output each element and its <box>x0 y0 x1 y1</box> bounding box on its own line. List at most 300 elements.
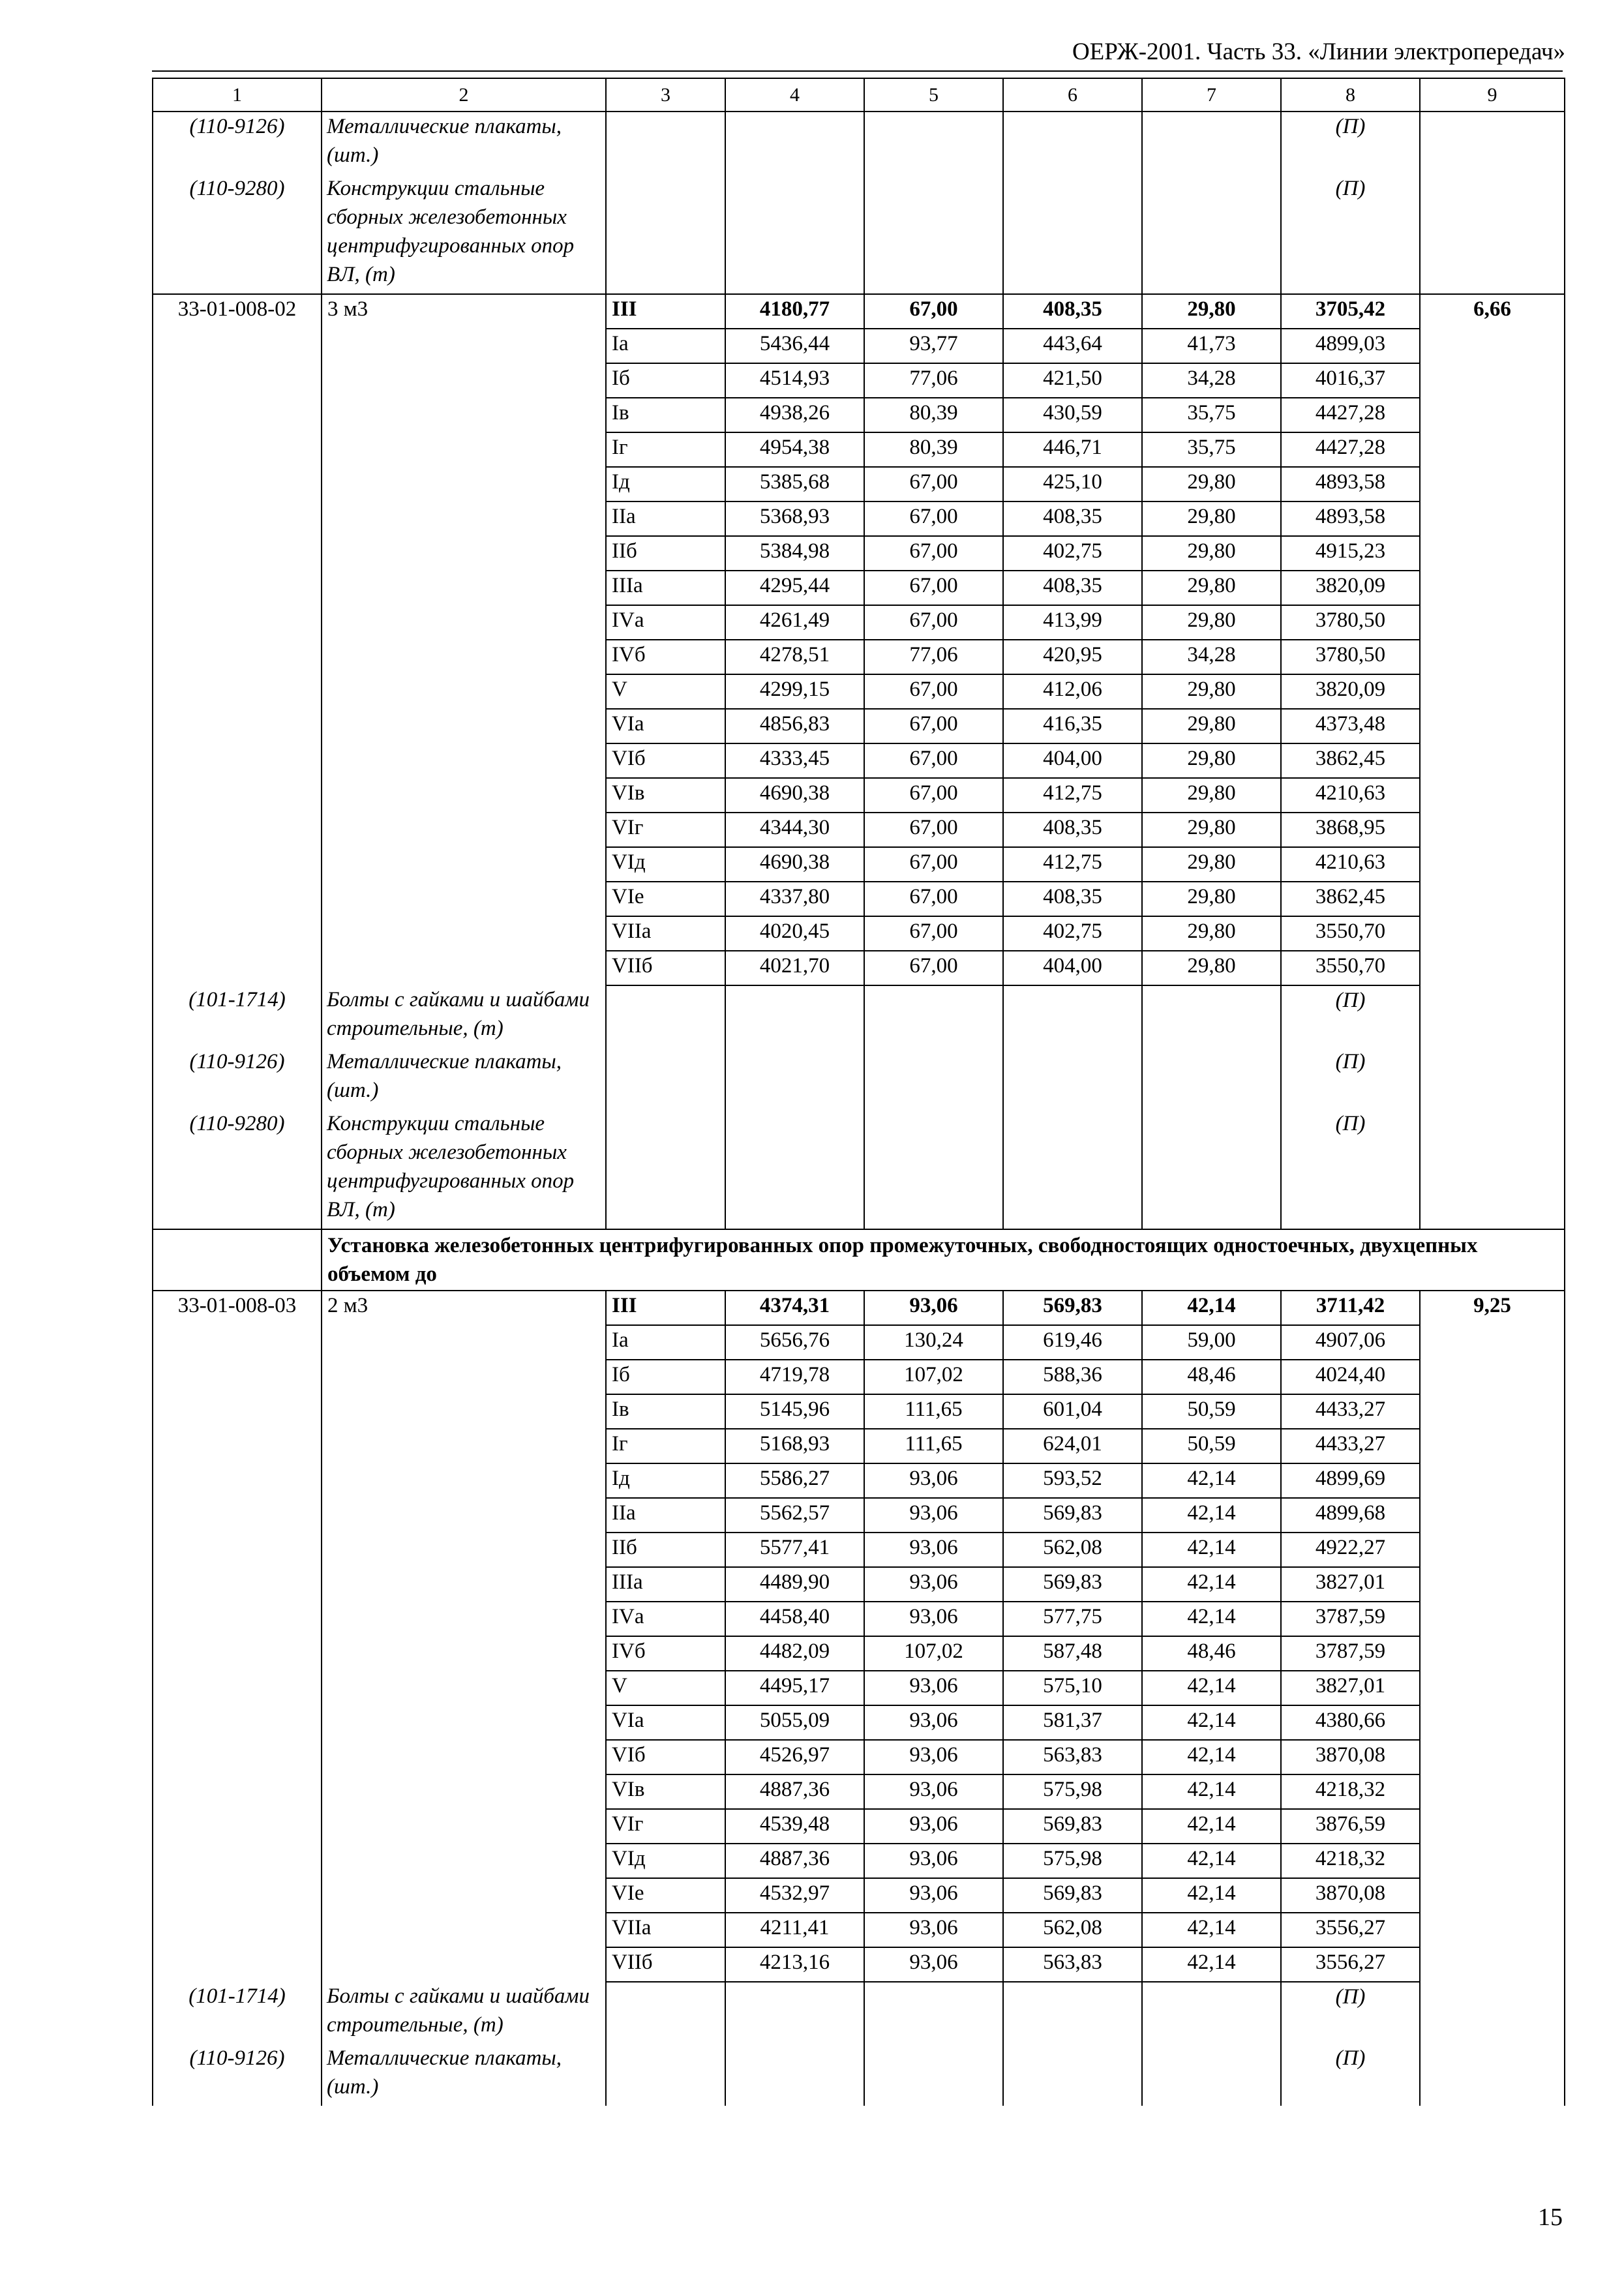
rate-code <box>153 536 322 571</box>
rate-code <box>153 951 322 985</box>
resource-code: (110-9126) <box>153 1047 322 1109</box>
zone-cell: Iа <box>606 329 725 363</box>
zone-cell: Iа <box>606 1325 725 1360</box>
column-number: 9 <box>1420 78 1565 112</box>
rate-volume <box>322 916 606 951</box>
rate-row <box>153 467 1565 501</box>
wages-cell: 93,06 <box>864 1671 1003 1705</box>
empty-cell <box>1420 1047 1565 1109</box>
labor-cell <box>1420 916 1565 951</box>
resource-item-row <box>153 1047 1565 1109</box>
machinist-wages-cell: 42,14 <box>1142 1878 1281 1913</box>
machinist-wages-cell: 29,80 <box>1142 674 1281 709</box>
empty-cell <box>1142 1047 1281 1109</box>
machines-cell: 412,06 <box>1003 674 1142 709</box>
materials-cell: 4907,06 <box>1281 1325 1420 1360</box>
total-cost-cell: 5384,98 <box>725 536 864 571</box>
empty-cell <box>606 1047 725 1109</box>
resource-code: (110-9126) <box>153 112 322 174</box>
empty-cell <box>1142 1982 1281 2044</box>
wages-cell: 77,06 <box>864 363 1003 398</box>
column-number: 7 <box>1142 78 1281 112</box>
empty-cell <box>725 2044 864 2106</box>
materials-cell: 3870,08 <box>1281 1878 1420 1913</box>
rates-table-body <box>153 78 1565 2106</box>
zone-cell: Iг <box>606 432 725 467</box>
machines-cell: 624,01 <box>1003 1429 1142 1463</box>
materials-cell: 3862,45 <box>1281 743 1420 778</box>
header-rule <box>152 70 1563 72</box>
labor-cell <box>1420 1602 1565 1636</box>
zone-cell: IVа <box>606 605 725 640</box>
wages-cell: 80,39 <box>864 398 1003 432</box>
rate-volume <box>322 1463 606 1498</box>
machinist-wages-cell: 29,80 <box>1142 916 1281 951</box>
machinist-wages-cell: 29,80 <box>1142 501 1281 536</box>
empty-cell <box>725 985 864 1047</box>
rate-volume <box>322 640 606 674</box>
total-cost-cell: 4482,09 <box>725 1636 864 1671</box>
resource-item-row <box>153 1982 1565 2044</box>
empty-cell <box>1420 985 1565 1047</box>
total-cost-cell: 4295,44 <box>725 571 864 605</box>
machinist-wages-cell: 29,80 <box>1142 847 1281 882</box>
machinist-wages-cell: 42,14 <box>1142 1291 1281 1325</box>
zone-cell: VIд <box>606 847 725 882</box>
labor-cell <box>1420 1844 1565 1878</box>
rate-row <box>153 1878 1565 1913</box>
total-cost-cell: 4020,45 <box>725 916 864 951</box>
zone-cell: VIб <box>606 1740 725 1774</box>
materials-cell: 4210,63 <box>1281 778 1420 813</box>
rate-volume <box>322 398 606 432</box>
materials-cell: 4373,48 <box>1281 709 1420 743</box>
machinist-wages-cell: 35,75 <box>1142 432 1281 467</box>
total-cost-cell: 5168,93 <box>725 1429 864 1463</box>
wages-cell: 107,02 <box>864 1636 1003 1671</box>
empty-cell <box>864 1047 1003 1109</box>
resource-name: Металлические плакаты, (шт.) <box>322 112 606 174</box>
machines-cell: 569,83 <box>1003 1567 1142 1602</box>
resource-item-row <box>153 2044 1565 2106</box>
rate-volume <box>322 1636 606 1671</box>
zone-cell: VIе <box>606 882 725 916</box>
zone-cell: Iб <box>606 1360 725 1394</box>
machines-cell: 413,99 <box>1003 605 1142 640</box>
zone-cell: III <box>606 1291 725 1325</box>
total-cost-cell: 4344,30 <box>725 813 864 847</box>
rate-code <box>153 1567 322 1602</box>
machinist-wages-cell: 48,46 <box>1142 1636 1281 1671</box>
rate-row <box>153 1705 1565 1740</box>
total-cost-cell: 4887,36 <box>725 1844 864 1878</box>
machinist-wages-cell: 50,59 <box>1142 1429 1281 1463</box>
machinist-wages-cell: 29,80 <box>1142 467 1281 501</box>
wages-cell: 67,00 <box>864 778 1003 813</box>
rate-row <box>153 813 1565 847</box>
section-spacer-cell <box>153 1229 322 1291</box>
total-cost-cell: 4374,31 <box>725 1291 864 1325</box>
rate-row <box>153 1567 1565 1602</box>
labor-cell <box>1420 432 1565 467</box>
rate-volume <box>322 1671 606 1705</box>
zone-cell: VIе <box>606 1878 725 1913</box>
machinist-wages-cell: 42,14 <box>1142 1533 1281 1567</box>
wages-cell: 93,06 <box>864 1774 1003 1809</box>
empty-cell <box>864 1982 1003 2044</box>
column-number: 4 <box>725 78 864 112</box>
wages-cell: 93,06 <box>864 1498 1003 1533</box>
rate-volume <box>322 536 606 571</box>
total-cost-cell: 4719,78 <box>725 1360 864 1394</box>
rate-code <box>153 916 322 951</box>
rate-code <box>153 1878 322 1913</box>
empty-cell <box>1003 1109 1142 1229</box>
rate-row <box>153 743 1565 778</box>
rate-code <box>153 501 322 536</box>
machinist-wages-cell: 48,46 <box>1142 1360 1281 1394</box>
wages-cell: 67,00 <box>864 571 1003 605</box>
empty-cell <box>1420 1109 1565 1229</box>
page-number: 15 <box>1538 2204 1563 2231</box>
resource-name: Болты с гайками и шайбами строительные, (т) <box>322 1982 606 2044</box>
machinist-wages-cell: 29,80 <box>1142 709 1281 743</box>
machinist-wages-cell: 29,80 <box>1142 882 1281 916</box>
rate-row <box>153 1463 1565 1498</box>
labor-cell <box>1420 1809 1565 1844</box>
total-cost-cell: 4021,70 <box>725 951 864 985</box>
wages-cell: 67,00 <box>864 674 1003 709</box>
wages-cell: 67,00 <box>864 813 1003 847</box>
total-cost-cell: 5577,41 <box>725 1533 864 1567</box>
machines-cell: 408,35 <box>1003 501 1142 536</box>
machinist-wages-cell: 42,14 <box>1142 1463 1281 1498</box>
rate-row <box>153 1360 1565 1394</box>
rate-row <box>153 1774 1565 1809</box>
zone-cell: VIIа <box>606 916 725 951</box>
labor-cell <box>1420 1740 1565 1774</box>
wages-cell: 67,00 <box>864 536 1003 571</box>
wages-cell: 93,06 <box>864 1291 1003 1325</box>
machines-cell: 569,83 <box>1003 1291 1142 1325</box>
zone-cell: VIг <box>606 813 725 847</box>
empty-cell <box>1003 174 1142 294</box>
total-cost-cell: 4938,26 <box>725 398 864 432</box>
column-number: 6 <box>1003 78 1142 112</box>
resource-code: (110-9280) <box>153 174 322 294</box>
labor-cell <box>1420 743 1565 778</box>
labor-cell <box>1420 778 1565 813</box>
rate-row <box>153 778 1565 813</box>
materials-cell: 3780,50 <box>1281 640 1420 674</box>
rates-table-container <box>152 78 1564 2106</box>
materials-cell: 4899,03 <box>1281 329 1420 363</box>
labor-cell <box>1420 1913 1565 1947</box>
rate-row <box>153 1533 1565 1567</box>
materials-cell: 3862,45 <box>1281 882 1420 916</box>
rate-row <box>153 571 1565 605</box>
section-heading-row <box>153 1229 1565 1291</box>
wages-cell: 93,06 <box>864 1533 1003 1567</box>
machinist-wages-cell: 42,14 <box>1142 1567 1281 1602</box>
materials-cell: 3556,27 <box>1281 1947 1420 1982</box>
machines-cell: 575,10 <box>1003 1671 1142 1705</box>
rate-row <box>153 916 1565 951</box>
materials-cell: 4427,28 <box>1281 398 1420 432</box>
rate-row <box>153 1291 1565 1325</box>
resource-name: Металлические плакаты, (шт.) <box>322 2044 606 2106</box>
rate-row <box>153 398 1565 432</box>
rate-row <box>153 329 1565 363</box>
empty-cell <box>1420 174 1565 294</box>
resource-name: Конструкции стальные сборных железобетонных центрифугированных опор ВЛ, (т) <box>322 174 606 294</box>
rate-volume <box>322 847 606 882</box>
machines-cell: 412,75 <box>1003 778 1142 813</box>
zone-cell: VIIа <box>606 1913 725 1947</box>
materials-cell: 4218,32 <box>1281 1774 1420 1809</box>
labor-cell <box>1420 1394 1565 1429</box>
machinist-wages-cell: 42,14 <box>1142 1740 1281 1774</box>
rate-code <box>153 1636 322 1671</box>
empty-cell <box>864 174 1003 294</box>
labor-cell <box>1420 536 1565 571</box>
machinist-wages-cell: 42,14 <box>1142 1705 1281 1740</box>
total-cost-cell: 4278,51 <box>725 640 864 674</box>
materials-cell: 4893,58 <box>1281 467 1420 501</box>
machines-cell: 562,08 <box>1003 1533 1142 1567</box>
machines-cell: 408,35 <box>1003 882 1142 916</box>
rate-row <box>153 1809 1565 1844</box>
rate-row <box>153 501 1565 536</box>
machinist-wages-cell: 29,80 <box>1142 294 1281 329</box>
wages-cell: 67,00 <box>864 951 1003 985</box>
zone-cell: Iд <box>606 467 725 501</box>
zone-cell: VIа <box>606 709 725 743</box>
rate-code <box>153 571 322 605</box>
machines-cell: 587,48 <box>1003 1636 1142 1671</box>
column-number: 1 <box>153 78 322 112</box>
rate-volume <box>322 1705 606 1740</box>
machines-cell: 430,59 <box>1003 398 1142 432</box>
empty-cell <box>1142 174 1281 294</box>
labor-cell: 6,66 <box>1420 294 1565 329</box>
wages-cell: 80,39 <box>864 432 1003 467</box>
rate-code <box>153 329 322 363</box>
machines-cell: 575,98 <box>1003 1844 1142 1878</box>
wages-cell: 67,00 <box>864 605 1003 640</box>
machinist-wages-cell: 42,14 <box>1142 1947 1281 1982</box>
rate-row <box>153 847 1565 882</box>
rate-row <box>153 674 1565 709</box>
empty-cell <box>1142 2044 1281 2106</box>
rate-code <box>153 1705 322 1740</box>
rate-volume <box>322 432 606 467</box>
total-cost-cell: 5145,96 <box>725 1394 864 1429</box>
wages-cell: 67,00 <box>864 294 1003 329</box>
wages-cell: 130,24 <box>864 1325 1003 1360</box>
wages-cell: 67,00 <box>864 847 1003 882</box>
rate-row <box>153 605 1565 640</box>
rate-code <box>153 467 322 501</box>
machinist-wages-cell: 29,80 <box>1142 951 1281 985</box>
labor-cell <box>1420 467 1565 501</box>
machinist-wages-cell: 35,75 <box>1142 398 1281 432</box>
materials-cell: 3780,50 <box>1281 605 1420 640</box>
rate-row <box>153 1740 1565 1774</box>
wages-cell: 93,06 <box>864 1947 1003 1982</box>
empty-cell <box>606 112 725 174</box>
rate-row <box>153 1913 1565 1947</box>
rate-code <box>153 1429 322 1463</box>
resource-mark: (П) <box>1281 1047 1420 1109</box>
total-cost-cell: 4213,16 <box>725 1947 864 1982</box>
labor-cell <box>1420 1878 1565 1913</box>
total-cost-cell: 4180,77 <box>725 294 864 329</box>
rate-volume <box>322 813 606 847</box>
zone-cell: VIв <box>606 778 725 813</box>
total-cost-cell: 4532,97 <box>725 1878 864 1913</box>
empty-cell <box>1003 1982 1142 2044</box>
labor-cell <box>1420 1498 1565 1533</box>
rate-volume <box>322 1947 606 1982</box>
rate-volume <box>322 329 606 363</box>
zone-cell: VIIб <box>606 951 725 985</box>
zone-cell: IVб <box>606 640 725 674</box>
labor-cell <box>1420 1360 1565 1394</box>
rate-code <box>153 1602 322 1636</box>
total-cost-cell: 4539,48 <box>725 1809 864 1844</box>
machines-cell: 420,95 <box>1003 640 1142 674</box>
rate-volume <box>322 1498 606 1533</box>
wages-cell: 93,06 <box>864 1878 1003 1913</box>
rate-code <box>153 1498 322 1533</box>
total-cost-cell: 5436,44 <box>725 329 864 363</box>
empty-cell <box>725 112 864 174</box>
resource-mark: (П) <box>1281 2044 1420 2106</box>
labor-cell <box>1420 640 1565 674</box>
rate-row <box>153 1602 1565 1636</box>
rate-code <box>153 1394 322 1429</box>
labor-cell <box>1420 813 1565 847</box>
machines-cell: 563,83 <box>1003 1740 1142 1774</box>
labor-cell <box>1420 1463 1565 1498</box>
machines-cell: 569,83 <box>1003 1878 1142 1913</box>
empty-cell <box>606 1109 725 1229</box>
total-cost-cell: 4514,93 <box>725 363 864 398</box>
wages-cell: 93,06 <box>864 1602 1003 1636</box>
machines-cell: 408,35 <box>1003 813 1142 847</box>
zone-cell: VIб <box>606 743 725 778</box>
empty-cell <box>725 1982 864 2044</box>
zone-cell: Iв <box>606 1394 725 1429</box>
rate-volume <box>322 1325 606 1360</box>
machines-cell: 443,64 <box>1003 329 1142 363</box>
machinist-wages-cell: 29,80 <box>1142 536 1281 571</box>
wages-cell: 93,06 <box>864 1844 1003 1878</box>
empty-cell <box>864 112 1003 174</box>
materials-cell: 4893,58 <box>1281 501 1420 536</box>
rate-volume <box>322 1394 606 1429</box>
rate-volume <box>322 1360 606 1394</box>
machines-cell: 404,00 <box>1003 743 1142 778</box>
machines-cell: 408,35 <box>1003 571 1142 605</box>
resource-code: (101-1714) <box>153 985 322 1047</box>
wages-cell: 67,00 <box>864 467 1003 501</box>
empty-cell <box>1142 1109 1281 1229</box>
total-cost-cell: 4337,80 <box>725 882 864 916</box>
total-cost-cell: 4526,97 <box>725 1740 864 1774</box>
labor-cell <box>1420 1567 1565 1602</box>
wages-cell: 77,06 <box>864 640 1003 674</box>
total-cost-cell: 5656,76 <box>725 1325 864 1360</box>
wages-cell: 93,77 <box>864 329 1003 363</box>
zone-cell: Iв <box>606 398 725 432</box>
total-cost-cell: 4489,90 <box>725 1567 864 1602</box>
wages-cell: 93,06 <box>864 1463 1003 1498</box>
rate-volume <box>322 363 606 398</box>
resource-item-row <box>153 174 1565 294</box>
empty-cell <box>606 2044 725 2106</box>
rate-code <box>153 1809 322 1844</box>
rate-row <box>153 294 1565 329</box>
machines-cell: 601,04 <box>1003 1394 1142 1429</box>
rate-volume <box>322 501 606 536</box>
wages-cell: 111,65 <box>864 1394 1003 1429</box>
materials-cell: 4210,63 <box>1281 847 1420 882</box>
machinist-wages-cell: 42,14 <box>1142 1844 1281 1878</box>
zone-cell: Iд <box>606 1463 725 1498</box>
materials-cell: 4016,37 <box>1281 363 1420 398</box>
wages-cell: 93,06 <box>864 1567 1003 1602</box>
rate-volume <box>322 605 606 640</box>
empty-cell <box>864 985 1003 1047</box>
materials-cell: 3868,95 <box>1281 813 1420 847</box>
labor-cell <box>1420 501 1565 536</box>
rate-volume <box>322 1533 606 1567</box>
machinist-wages-cell: 42,14 <box>1142 1498 1281 1533</box>
total-cost-cell: 4333,45 <box>725 743 864 778</box>
rate-code <box>153 1844 322 1878</box>
materials-cell: 4218,32 <box>1281 1844 1420 1878</box>
zone-cell: VIв <box>606 1774 725 1809</box>
machines-cell: 416,35 <box>1003 709 1142 743</box>
resource-item-row <box>153 985 1565 1047</box>
labor-cell <box>1420 709 1565 743</box>
rate-code <box>153 1913 322 1947</box>
rate-row <box>153 1844 1565 1878</box>
rate-volume <box>322 467 606 501</box>
empty-cell <box>1420 2044 1565 2106</box>
rate-code <box>153 1360 322 1394</box>
materials-cell: 3820,09 <box>1281 571 1420 605</box>
total-cost-cell: 4690,38 <box>725 847 864 882</box>
empty-cell <box>606 174 725 294</box>
machines-cell: 577,75 <box>1003 1602 1142 1636</box>
empty-cell <box>1142 985 1281 1047</box>
machinist-wages-cell: 42,14 <box>1142 1671 1281 1705</box>
rate-row <box>153 951 1565 985</box>
zone-cell: VIд <box>606 1844 725 1878</box>
machines-cell: 412,75 <box>1003 847 1142 882</box>
machines-cell: 402,75 <box>1003 536 1142 571</box>
wages-cell: 93,06 <box>864 1809 1003 1844</box>
materials-cell: 4922,27 <box>1281 1533 1420 1567</box>
wages-cell: 93,06 <box>864 1740 1003 1774</box>
zone-cell: V <box>606 1671 725 1705</box>
total-cost-cell: 4690,38 <box>725 778 864 813</box>
zone-cell: V <box>606 674 725 709</box>
zone-cell: IIа <box>606 501 725 536</box>
